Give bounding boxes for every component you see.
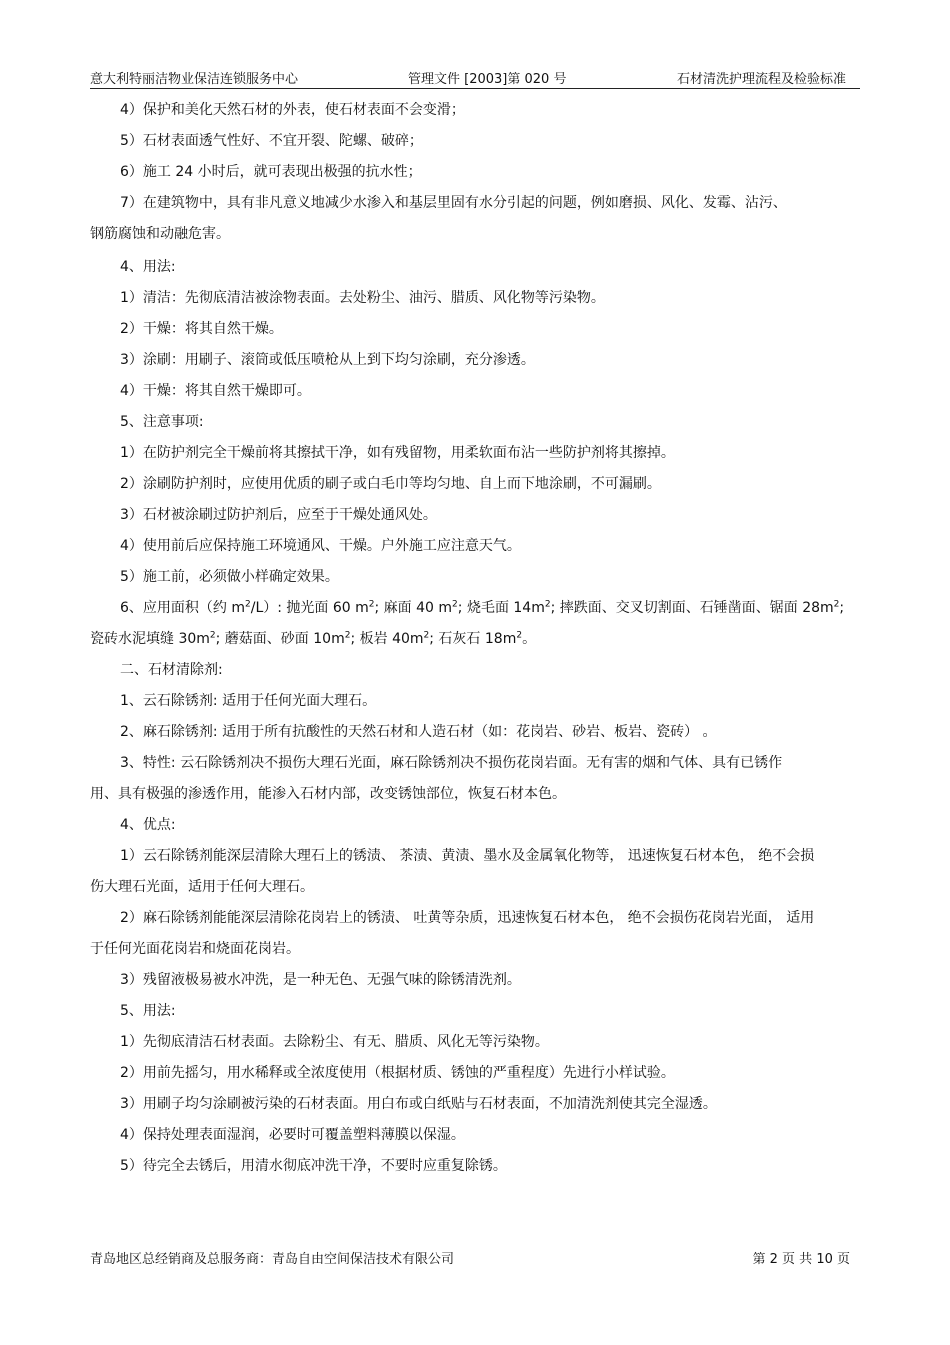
text-line: 1、云石除锈剂: 适用于任何光面大理石。 (120, 693, 377, 709)
footer-distributor: 青岛地区总经销商及总服务商：青岛自由空间保洁技术有限公司 (90, 1252, 455, 1267)
header-doc-number: 管理文件 [2003]第 020 号 (408, 72, 567, 87)
area-line-1: 6、应用面积（约 $m^2/L$）: 抛光面 60 $m^2$; 麻面 40 $m^2$; 烧毛面 $14m^2$; 摔跌面、交叉切割面、石锤凿面、锯面 $28m^2$; (120, 599, 845, 616)
text-line: 5）施工前，必须做小样确定效果。 (120, 569, 339, 585)
text-line: 于任何光面花岗岩和烧面花岗岩。 (90, 941, 300, 957)
text-line: 4）保持处理表面湿润，必要时可覆盖塑料薄膜以保湿。 (120, 1127, 465, 1143)
text-line: 1）清洁：先彻底清洁被涂物表面。去处粉尘、油污、腊质、风化物等污染物。 (120, 290, 605, 306)
text-line: 1）云石除锈剂能深层清除大理石上的锈渍、 茶渍、黄渍、墨水及金属氧化物等， 迅速恢复石材本色， 绝不会损 (120, 848, 815, 864)
section-heading: 4、优点: (120, 817, 176, 833)
text-line: 用、具有极强的渗透作用，能渗入石材内部，改变锈蚀部位，恢复石材本色。 (90, 786, 566, 802)
text-line: 3、特性: 云石除锈剂决不损伤大理石光面，麻石除锈剂决不损伤花岗岩面。无有害的烟和气体、具有已锈作 (120, 755, 783, 771)
page-header (90, 66, 860, 89)
chapter-heading: 二、石材清除剂: (120, 662, 223, 678)
text-line: 2）麻石除锈剂能能深层清除花岗岩上的锈渍、 吐黄等杂质，迅速恢复石材本色， 绝不会损伤花岗岩光面， 适用 (120, 910, 815, 926)
text-line: 7）在建筑物中，具有非凡意义地减少水渗入和基层里固有水分引起的问题，例如磨损、风化、发霉、沾污、 (120, 195, 787, 211)
section-heading: 4、用法: (120, 259, 176, 275)
section-heading: 5、注意事项: (120, 414, 204, 430)
text-line: 4）保护和美化天然石材的外表，使石材表面不会变滑； (120, 102, 465, 118)
text-line: 6）施工 24 小时后，就可表现出极强的抗水性； (120, 164, 422, 180)
text-line: 2）涂刷防护剂时，应使用优质的刷子或白毛巾等均匀地、自上而下地涂刷，不可漏刷。 (120, 476, 661, 492)
area-line-2: 瓷砖水泥填缝 $30m^2$; 蘑菇面、砂面 $10m^2$; 板岩 $40m^2$; 石灰石 $18m^2$。 (90, 630, 537, 647)
text-line: 1）先彻底清洁石材表面。去除粉尘、有无、腊质、风化无等污染物。 (120, 1034, 549, 1050)
text-line: 3）残留液极易被水冲洗，是一种无色、无强气味的除锈清洗剂。 (120, 972, 521, 988)
text-line: 2）用前先摇匀，用水稀释或全浓度使用（根据材质、锈蚀的严重程度）先进行小样试验。 (120, 1065, 675, 1081)
header-company: 意大利特丽洁物业保洁连锁服务中心 (90, 72, 299, 87)
text-line: 5）待完全去锈后，用清水彻底冲洗干净，不要时应重复除锈。 (120, 1158, 507, 1174)
text-line: 5）石材表面透气性好、不宜开裂、陀螺、破碎； (120, 133, 423, 149)
page-number: 第 2 页 共 10 页 (752, 1252, 850, 1267)
text-line: 3）石材被涂刷过防护剂后，应至于干燥处通风处。 (120, 507, 437, 523)
text-line: 4）干燥：将其自然干燥即可。 (120, 383, 311, 399)
text-line: 4）使用前后应保持施工环境通风、干燥。户外施工应注意天气。 (120, 538, 521, 554)
text-line: 3）涂刷：用刷子、滚筒或低压喷枪从上到下均匀涂刷，充分渗透。 (120, 352, 535, 368)
header-doc-title: 石材清洗护理流程及检验标准 (676, 72, 846, 87)
section-heading: 5、用法: (120, 1003, 176, 1019)
text-line: 2）干燥：将其自然干燥。 (120, 321, 283, 337)
document-body (90, 95, 860, 1182)
text-line: 伤大理石光面，适用于任何大理石。 (90, 879, 314, 895)
text-line: 1）在防护剂完全干燥前将其擦拭干净，如有残留物，用柔软面布沾一些防护剂将其擦掉。 (120, 445, 675, 461)
text-line: 3）用刷子均匀涂刷被污染的石材表面。用白布或白纸贴与石材表面，不加清洗剂使其完全湿透。 (120, 1096, 717, 1112)
text-line: 钢筋腐蚀和动融危害。 (90, 226, 230, 242)
text-line: 2、麻石除锈剂: 适用于所有抗酸性的天然石材和人造石材（如：花岗岩、砂岩、板岩、瓷砖） 。 (120, 724, 717, 740)
